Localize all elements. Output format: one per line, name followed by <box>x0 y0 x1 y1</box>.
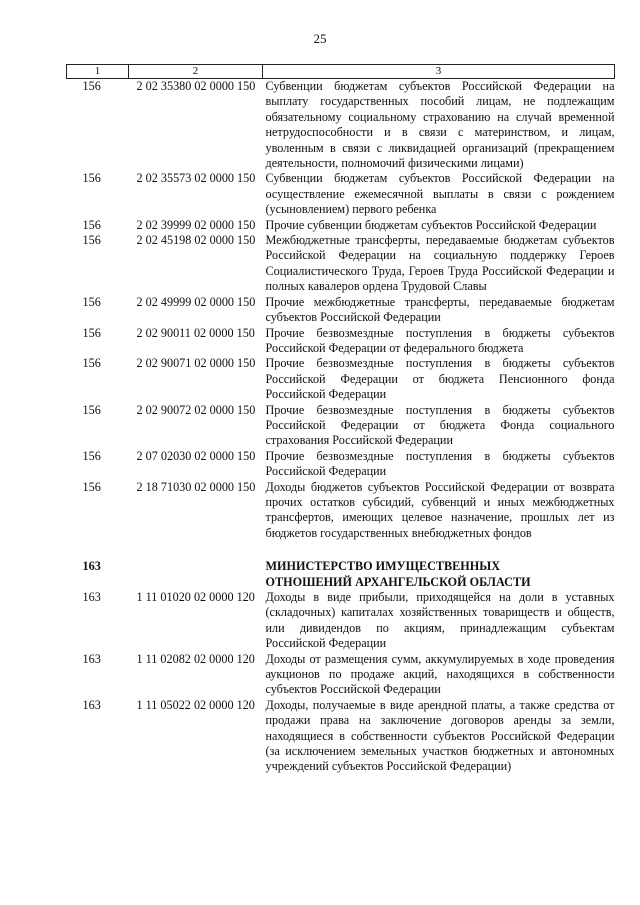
budget-code: 2 02 35573 02 0000 150 <box>136 171 256 186</box>
column-header-1: 1 <box>67 65 129 79</box>
admin-code: 156 <box>82 479 101 494</box>
ministry-heading-row <box>67 555 615 590</box>
budget-code: 1 11 02082 02 0000 120 <box>136 651 255 666</box>
table-header-row <box>67 65 615 79</box>
admin-code: 156 <box>82 325 101 340</box>
budget-code: 2 07 02030 02 0000 150 <box>136 448 256 463</box>
admin-code: 156 <box>82 294 101 309</box>
column-header-3: 3 <box>263 65 615 79</box>
budget-code: 2 02 35380 02 0000 150 <box>136 79 256 93</box>
budget-code: 1 11 01020 02 0000 120 <box>136 590 255 604</box>
admin-code: 156 <box>82 233 101 248</box>
budget-code: 2 02 90072 02 0000 150 <box>136 402 256 417</box>
admin-code: 163 <box>82 651 101 666</box>
table-row <box>67 295 615 326</box>
budget-code: 2 02 39999 02 0000 150 <box>136 217 256 232</box>
revenue-description: Доходы бюджетов субъектов Российской Федерации от возврата прочих остатков субсидий, субвенций и иных межбюджетных трансфертов, имеющих целевое назначение, прошлых лет из бюджетов государственных внебюджетных фондов <box>265 479 615 540</box>
budget-code: 2 02 90011 02 0000 150 <box>136 325 255 340</box>
ministry-code: 163 <box>82 559 101 574</box>
revenue-description: Прочие безвозмездные поступления в бюджеты субъектов Российской Федерации от бюджета Фонда социального страхования Российской Федерации <box>265 402 615 448</box>
revenue-description: Доходы в виде прибыли, приходящейся на доли в уставных (складочных) капиталах хозяйственных товариществ и обществ, или дивидендов по акциям, принадлежащим субъектам Российской Федерации <box>265 590 615 651</box>
table-row <box>67 480 615 542</box>
revenue-description: Прочие межбюджетные трансферты, передаваемые бюджетам субъектов Российской Федерации <box>265 294 615 325</box>
spacer-row <box>67 541 615 555</box>
ministry-title-line2: ОТНОШЕНИЙ АРХАНГЕЛЬСКОЙ ОБЛАСТИ <box>265 574 531 589</box>
revenue-description: Межбюджетные трансферты, передаваемые бюджетам субъектов Российской Федерации на социальную поддержку Героев Социалистического Труда, Героев Труда Российской Федерации и полных кавалеров ордена Трудовой Славы <box>265 233 615 294</box>
table-row <box>67 171 615 217</box>
admin-code: 163 <box>82 590 101 604</box>
admin-code: 163 <box>82 697 101 712</box>
revenue-description: Прочие безвозмездные поступления в бюджеты субъектов Российской Федерации от бюджета Пенсионного фонда Российской Федерации <box>265 356 615 402</box>
revenue-description: Прочие безвозмездные поступления в бюджеты субъектов Российской Федерации от федерального бюджета <box>265 325 615 355</box>
budget-code: 1 11 05022 02 0000 120 <box>136 697 255 712</box>
admin-code: 156 <box>82 448 101 463</box>
admin-code: 156 <box>82 356 101 371</box>
table-row <box>67 356 615 402</box>
admin-code: 156 <box>82 402 101 417</box>
revenue-description: Доходы от размещения сумм, аккумулируемых в ходе проведения аукционов по продаже акций, находящихся в собственности субъектов Российской Федерации <box>265 651 615 697</box>
revenue-description: Доходы, получаемые в виде арендной платы, а также средства от продажи права на заключение договоров аренды за земли, находящиеся в собственности субъектов Российской Федерации (за исключением земельных участков бюджетных и автономных учреждений субъектов Российской Федерации) <box>265 697 615 774</box>
budget-code: 2 02 45198 02 0000 150 <box>136 233 256 248</box>
table-row <box>67 403 615 449</box>
admin-code: 156 <box>82 217 101 232</box>
table-row <box>67 326 615 357</box>
table-row <box>67 698 615 775</box>
table-row <box>67 233 615 295</box>
ministry-title <box>263 555 615 590</box>
budget-code: 2 02 90071 02 0000 150 <box>136 356 256 371</box>
revenue-description: Прочие субвенции бюджетам субъектов Российской Федерации <box>265 217 597 232</box>
table-row <box>67 218 615 233</box>
budget-code: 2 18 71030 02 0000 150 <box>136 479 256 494</box>
revenue-description: Прочие безвозмездные поступления в бюджеты субъектов Российской Федерации <box>265 448 615 479</box>
table-row <box>67 652 615 698</box>
ministry-title-line1: МИНИСТЕРСТВО ИМУЩЕСТВЕННЫХ <box>265 559 501 574</box>
table-row <box>67 79 615 172</box>
admin-code: 156 <box>82 79 101 93</box>
budget-code: 2 02 49999 02 0000 150 <box>136 294 256 309</box>
revenue-description: Субвенции бюджетам субъектов Российской Федерации на осуществление ежемесячной выплаты в связи с рождением (усыновлением) первого ребенка <box>265 171 615 217</box>
revenue-description: Субвенции бюджетам субъектов Российской Федерации на выплату государственных пособий лицам, не подлежащим обязательному социальному страхованию на случай временной нетрудоспособности и в связи с материнством, и лицам, уволенным в связи с ликвидацией организаций (прекращением деятельности, полномочий физическими лицами) <box>265 79 615 171</box>
page-number: 25 <box>313 31 327 46</box>
admin-code: 156 <box>82 171 101 186</box>
table-row <box>67 590 615 652</box>
revenue-codes-table <box>66 64 615 775</box>
table-row <box>67 449 615 480</box>
column-header-2: 2 <box>129 65 263 79</box>
